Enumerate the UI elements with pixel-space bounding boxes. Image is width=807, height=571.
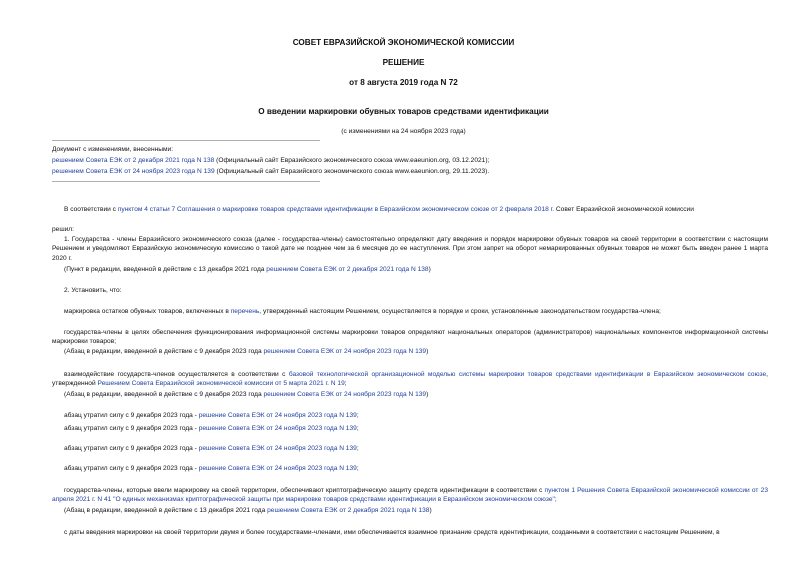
decision-139-link[interactable]: решение Совета ЕЭК от 24 ноября 2023 года N 139 <box>198 445 357 452</box>
decision-139-link[interactable]: решение Совета ЕЭК от 24 ноября 2023 года N 139 <box>198 465 357 472</box>
paragraph-6-note: (Абзац в редакции, введенной в действие с 13 декабря 2021 года решением Совета ЕЭК от 2 декабря 2021 года N 138) <box>64 507 432 514</box>
agreement-link[interactable]: пунктом 4 статьи 7 Соглашения о маркировке товаров средствами идентификации в Евразийском экономическом союзе от 2 февраля 2018 г. <box>117 206 555 213</box>
paragraph-4-note: (Абзац в редакции, введенной в действие с 9 декабря 2023 года решением Совета ЕЭК от 24 ноября 2023 года N 139) <box>64 348 429 355</box>
model-link[interactable]: базовой технологической организационной моделью системы маркировки товаров средствами идентификации в Евразийском экономическом союзе <box>288 371 767 378</box>
paragraph-3: маркировка остатков обувных товаров, включенных в перечень, утвержденный настоящим Решением, осуществляется в порядке и сроки, установленные законодательством государства-члена; <box>64 308 661 315</box>
paragraph-5: взаимодействие государств-членов осуществляется в соответствии с базовой технологической организационной моделью системы маркировки товаров средствами идентификации в Евразийском экономическом союзе, утвержденной Решением Совета Евразийской экономической комиссии от 5 марта 2021 г. N 19; <box>52 371 768 388</box>
decision-19-link[interactable]: Решением Совета Евразийской экономической комиссии от 5 марта 2021 г. N 19 <box>97 380 345 388</box>
paragraph-2: 2. Установить, что: <box>64 287 122 294</box>
lost-paragraph: абзац утратил силу с 9 декабря 2023 года - решение Совета ЕЭК от 24 ноября 2023 года N 139; <box>64 445 359 452</box>
decision-138-link[interactable]: решением Совета ЕЭК от 2 декабря 2021 года N 138 <box>267 507 430 514</box>
changes-intro: Документ с изменениями, внесенными: <box>52 146 174 153</box>
paragraph-4: государства-члены в целях обеспечения функционирования информационной системы маркировки товаров определяют национальных операторов (администраторов) национальных компонентов информационной системы маркировки товаров; <box>52 329 768 346</box>
divider-bottom <box>52 181 320 182</box>
change-link-139[interactable]: решением Совета ЕЭК от 24 ноября 2023 года N 139 <box>52 168 215 175</box>
paragraph-1-note: (Пункт в редакции, введенной в действие с 13 декабря 2021 года решением Совета ЕЭК от 2 декабря 2021 года N 138) <box>64 266 431 273</box>
lost-paragraph: абзац утратил силу с 9 декабря 2023 года - решение Совета ЕЭК от 24 ноября 2023 года N 139; <box>64 412 359 419</box>
lost-paragraph: абзац утратил силу с 9 декабря 2023 года - решение Совета ЕЭК от 24 ноября 2023 года N 139; <box>64 465 359 472</box>
doc-type: РЕШЕНИЕ <box>382 58 425 67</box>
decision-138-link[interactable]: решением Совета ЕЭК от 2 декабря 2021 года N 138 <box>266 266 429 273</box>
org-title: СОВЕТ ЕВРАЗИЙСКОЙ ЭКОНОМИЧЕСКОЙ КОМИССИИ <box>292 38 515 47</box>
lost-paragraph: абзац утратил силу с 9 декабря 2023 года - решение Совета ЕЭК от 24 ноября 2023 года N 139; <box>64 425 359 432</box>
divider-top <box>52 140 320 141</box>
change-link-138[interactable]: решением Совета ЕЭК от 2 декабря 2021 года N 138 <box>52 157 215 164</box>
change-source: (Официальный сайт Евразийского экономического союза www.eaeunion.org, 29.11.2023). <box>214 168 490 175</box>
paragraph-1: 1. Государства - члены Евразийского экономического союза (далее - государства-члены) самостоятельно определяют дату введения и порядок маркировки обувных товаров на своей территории в соответствии с настоящим Решением и уведомляют Евразийскую экономическую комиссию о такой дате не позднее чем за 6 месяцев до ее наступления. При этом запрет на оборот немаркированных обувных товаров не может быть введен ранее 1 марта 2020 г. <box>52 236 768 262</box>
paragraph-6: государства-члены, которые ввели маркировку на своей территории, обеспечивают криптографическую защиту средств идентификации в соответствии с пунктом 1 Решения Совета Евразийской экономической комиссии от 23 апреля 2021 г. N 41 "О единых механизмах криптографической защиты при маркировке товаров средствами идентификации в Евразийском экономическом союзе"; <box>52 487 768 504</box>
decision-139-link[interactable]: решением Совета ЕЭК от 24 ноября 2023 года N 139 <box>263 391 427 398</box>
decision-139-link[interactable]: решение Совета ЕЭК от 24 ноября 2023 года N 139 <box>198 425 357 432</box>
paragraph-7: с даты введения маркировки на своей территории двумя и более государствами-членами, ими обеспечивается взаимное признание средств идентификации, созданными в соответствии с настоящим Решением, в <box>64 529 720 536</box>
list-link[interactable]: перечень <box>230 308 260 315</box>
preamble: В соответствии с пунктом 4 статьи 7 Соглашения о маркировке товаров средствами идентификации в Евразийском экономическом союзе от 2 февраля 2018 г. Совет Евразийской экономической комиссии <box>64 206 694 213</box>
paragraph-5-note: (Абзац в редакции, введенной в действие с 9 декабря 2023 года решением Совета ЕЭК от 24 ноября 2023 года N 139) <box>64 391 429 398</box>
crypto-decision-link[interactable]: "О единых механизмах криптографической защиты при маркировке товаров средствами идентификации в Евразийском экономическом союзе" <box>113 496 555 504</box>
doc-date: от 8 августа 2019 года N 72 <box>349 78 458 87</box>
decision-41-link[interactable]: пунктом 1 Решения Совета Евразийской экономической комиссии от 23 апреля 2021 г. N 41 <box>52 487 768 504</box>
decided-label: решил: <box>52 226 74 233</box>
change-item <box>52 156 489 165</box>
decision-139-link[interactable]: решением Совета ЕЭК от 24 ноября 2023 года N 139 <box>263 348 427 355</box>
decision-139-link[interactable]: решение Совета ЕЭК от 24 ноября 2023 года N 139 <box>198 412 357 419</box>
doc-title: О введении маркировки обувных товаров средствами идентификации <box>258 107 549 116</box>
change-source: (Официальный сайт Евразийского экономического союза www.eaeunion.org, 03.12.2021); <box>214 157 490 164</box>
change-item <box>52 167 489 176</box>
amended-note: (с изменениями на 24 ноября 2023 года) <box>341 128 466 135</box>
